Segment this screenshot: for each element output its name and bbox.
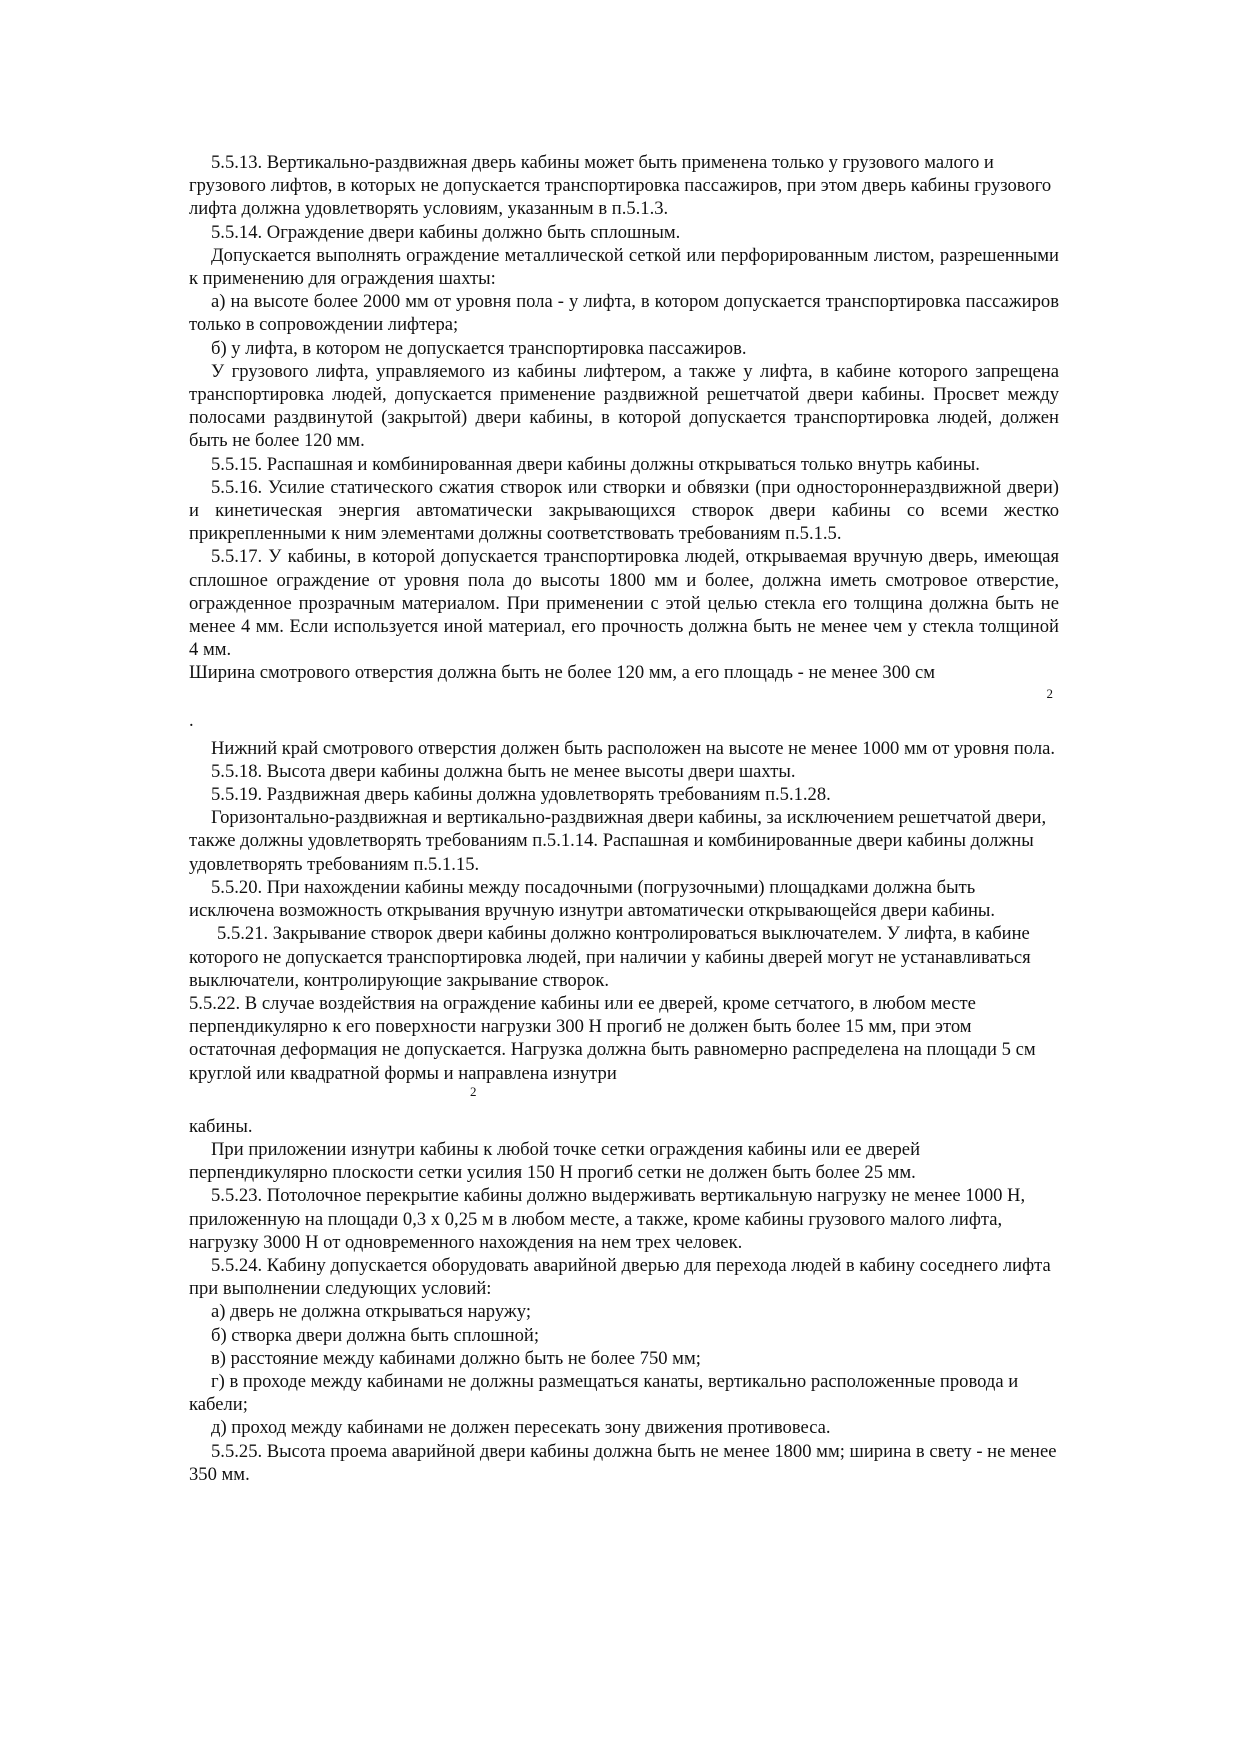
paragraph-window-bottom-edge: Нижний край смотрового отверстия должен быть расположен на высоте не менее 1000 мм от уровня пола.	[211, 737, 1056, 759]
paragraph-5-5-19: 5.5.19. Раздвижная дверь кабины должна удовлетворять требованиям п.5.1.28.	[211, 784, 831, 806]
list-item-emergency-e: д) проход между кабинами не должен пересекать зону движения противовеса.	[211, 1417, 831, 1439]
paragraph-mesh-load: При приложении изнутри кабины к любой точке сетки ограждения кабины или ее дверей перпендикулярно плоскости сетки усилия 150 Н прогиб сетки не должен быть более 25 мм.	[189, 1138, 921, 1184]
paragraph-5-5-18: 5.5.18. Высота двери кабины должна быть не менее высоты двери шахты.	[211, 760, 796, 782]
paragraph-5-5-13: 5.5.13. Вертикально-раздвижная дверь кабины может быть применена только у грузового малого и грузового лифтов, в которых не допускается транспортировка пассажиров, при этом дверь кабины грузового лифта должна удовлетворять условиям, указанным в п.5.1.3.	[189, 152, 1052, 220]
document-page	[189, 151, 1059, 1486]
superscript-2: 2	[1046, 685, 1053, 701]
paragraph-horizontal-vertical-doors: Горизонтально-раздвижная и вертикально-раздвижная двери кабины, за исключением решетчатой двери, также должны удовлетворять требованиям п.5.1.14. Распашная и комбинированные двери кабины должны удовлетворять требованиям п.5.1.15.	[189, 807, 1047, 875]
paragraph-5-5-14: 5.5.14. Ограждение двери кабины должно быть сплошным.	[211, 221, 681, 243]
paragraph-5-5-21: 5.5.21. Закрывание створок двери кабины должно контролироваться выключателем. У лифта, в кабине которого не допускается транспортировка людей, при наличии у кабины дверей могут не устанавливаться выключатели, контролирующие закрывание створок.	[189, 923, 1031, 991]
list-item-emergency-a: а) дверь не должна открываться наружу;	[211, 1301, 531, 1323]
list-item-emergency-d: г) в проходе между кабинами не должны размещаться канаты, вертикально расположенные провода и кабели;	[189, 1370, 1019, 1416]
list-item-emergency-c: в) расстояние между кабинами должно быть не более 750 мм;	[211, 1347, 701, 1369]
paragraph-5-5-23: 5.5.23. Потолочное перекрытие кабины должно выдерживать вертикальную нагрузку не менее 1000 Н, приложенную на площади 0,3 х 0,25 м в любом месте, а также, кроме кабины грузового малого лифта, нагрузку 3000 Н от одновременного нахождения на нем трех человек.	[189, 1185, 1026, 1253]
list-item-b: б) у лифта, в котором не допускается транспортировка пассажиров.	[211, 337, 747, 359]
paragraph-5-5-16: 5.5.16. Усилие статического сжатия створок или створки и обвязки (при одностороннераздвижной двери) и кинетическая энергия автоматически закрывающихся створок двери кабины со всеми жестко прикрепленными к ним элементами должны соответствовать требованиям п.5.1.5.	[189, 476, 1059, 545]
paragraph-5-5-17: 5.5.17. У кабины, в которой допускается транспортировка людей, открываемая вручную дверь, имеющая сплошное ограждение от уровня пола до высоты 1800 мм и более, должна иметь смотровое отверстие, огражденное прозрачным материалом. При применении с этой целью стекла его толщина должна быть не менее 4 мм. Если используется иной материал, его прочность должна быть не менее чем у стекла толщиной 4 мм.	[189, 546, 1059, 661]
paragraph-window-width: Ширина смотрового отверстия должна быть не более 120 мм, а его площадь - не менее 300 см	[189, 662, 935, 684]
paragraph-cabin-word: кабины.	[189, 1115, 253, 1137]
paragraph-mesh-allowed: Допускается выполнять ограждение металлической сеткой или перфорированным листом, разрешенными к применению для ограждения шахты:	[189, 244, 1059, 290]
subscript-2: 2	[470, 1083, 477, 1099]
paragraph-5-5-15: 5.5.15. Распашная и комбинированная двери кабины должны открываться только внутрь кабины.	[211, 453, 980, 475]
paragraph-5-5-24: 5.5.24. Кабину допускается оборудовать аварийной дверью для перехода людей в кабину соседнего лифта при выполнении следующих условий:	[189, 1254, 1051, 1300]
paragraph-cargo-lift-grille: У грузового лифта, управляемого из кабины лифтером, а также у лифта, в кабине которого запрещена транспортировка людей, допускается применение раздвижной решетчатой двери кабины. Просвет между полосами раздвинутой (закрытой) двери кабины, в которой допускается транспортировка людей, должен быть не более 120 мм.	[189, 360, 1059, 452]
period-line: .	[189, 709, 194, 731]
paragraph-5-5-22: 5.5.22. В случае воздействия на ограждение кабины или ее дверей, кроме сетчатого, в любом месте перпендикулярно к его поверхности нагрузки 300 Н прогиб не должен быть более 15 мм, при этом остаточная деформация не допускается. Нагрузка должна быть равномерно распределена на площади 5 см круглой или квадратной формы и направлена изнутри	[189, 992, 1036, 1084]
paragraph-5-5-25: 5.5.25. Высота проема аварийной двери кабины должна быть не менее 1800 мм; ширина в свету - не менее 350 мм.	[189, 1440, 1057, 1485]
list-item-a: а) на высоте более 2000 мм от уровня пола - у лифта, в котором допускается транспортировка пассажиров только в сопровождении лифтера;	[189, 291, 1059, 336]
paragraph-5-5-20: 5.5.20. При нахождении кабины между посадочными (погрузочными) площадками должна быть исключена возможность открывания вручную изнутри автоматически открывающейся двери кабины.	[189, 876, 996, 922]
list-item-emergency-b: б) створка двери должна быть сплошной;	[211, 1324, 540, 1346]
